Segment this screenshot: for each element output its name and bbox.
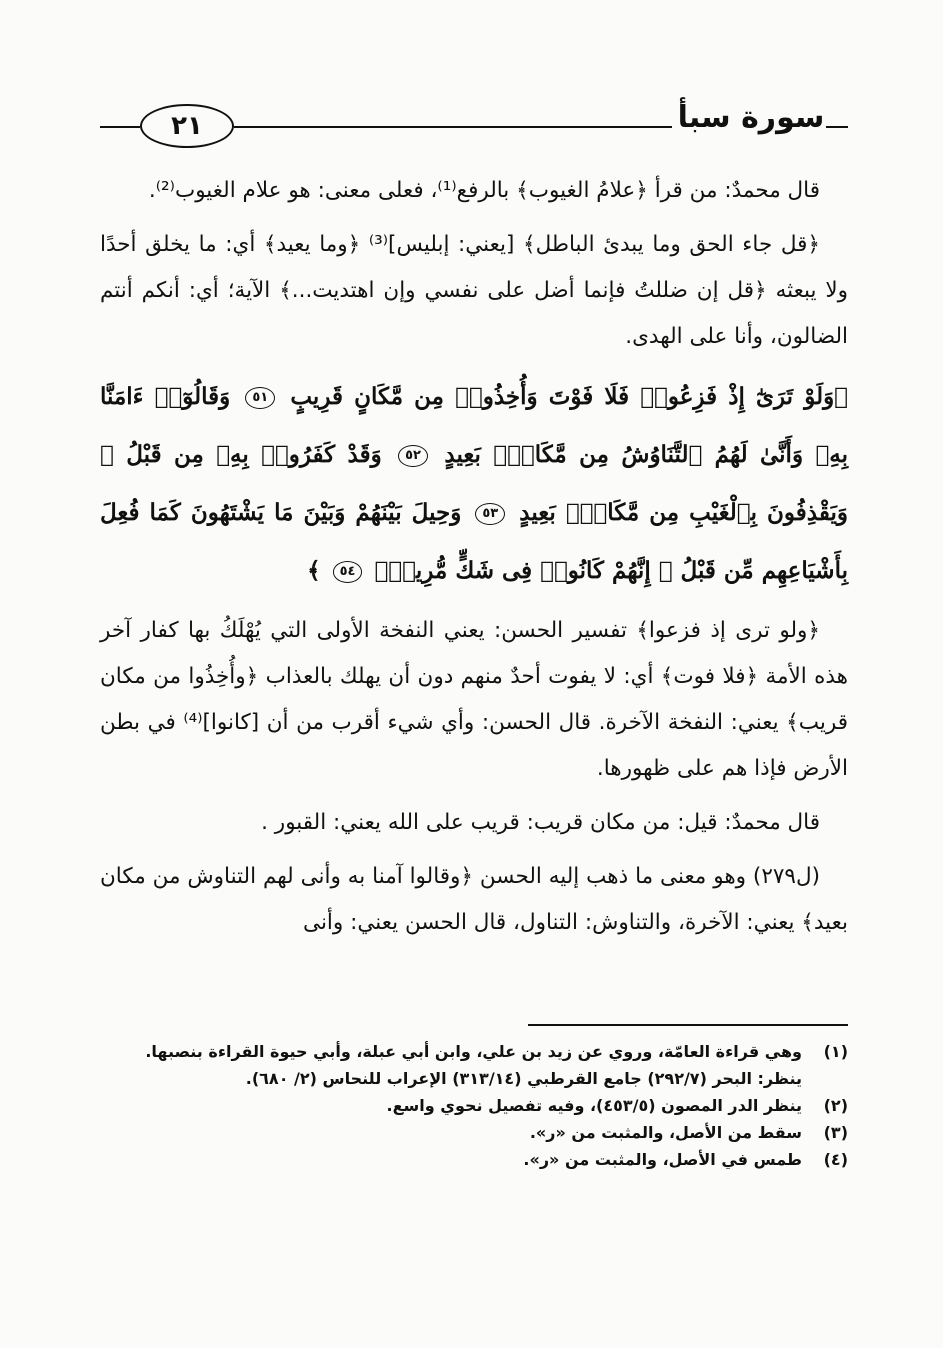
footnote [100,1038,848,1065]
footnote-number [802,1065,848,1092]
footnote-number: (٢) [823,1096,848,1115]
main-text [100,168,848,954]
aya-marker-51: ٥١ [245,387,275,409]
paragraph-4: قال محمدٌ: قيل: من مكان قريب: قريب على الله يعني: القبور . [261,810,820,835]
footnote-number: (١) [823,1042,848,1061]
footnote-text: ينظر: البحر (٢٩٢/٧) جامع القرطبي (٣١٣/١٤) الإعراب للنحاس (٢/ ٦٨٠). [245,1069,802,1088]
page-header [100,96,848,156]
quran-verse-53: وَقَدْ كَفَرُوا۟ بِهِۦ مِن قَبْلُ ۖ وَيَقْذِفُونَ بِٱلْغَيْبِ مِن مَّكَانٍۭ بَعِيدٍ [100,441,848,526]
footnote-text: سقط من الأصل، والمثبت من «ر». [529,1123,802,1142]
footnote [100,1092,848,1119]
quran-verses [100,368,848,600]
footnote-text: طمس في الأصل، والمثبت من «ر». [523,1150,802,1169]
header-rule-left [100,126,140,128]
surah-title: سورة سبأ [677,100,825,135]
aya-marker-52: ٥٢ [398,445,428,467]
footnote-number: (٣) [823,1123,848,1142]
footnote [100,1119,848,1146]
paragraph-2: ﴿قل جاء الحق وما يبدئ الباطل﴾ [يعني: إبليس]⁽³⁾ ﴿وما يعيد﴾ أي: ما يخلق أحدًا ولا يبعثه ﴿قل إن ضللتُ فإنما أضل على نفسي وإن اهتديت...﴾ الآية؛ أي: أنكم أنتم الضالون، وأنا على الهدى. [100,232,848,349]
footnote [100,1146,848,1173]
quran-verse-54: وَحِيلَ بَيْنَهُمْ وَبَيْنَ مَا يَشْتَهُونَ كَمَا فُعِلَ بِأَشْيَاعِهِم مِّن قَبْلُ ۚ إِنَّهُمْ كَانُوا۟ فِى شَكٍّ مُّرِيبٍۭ [100,499,848,584]
footnote-text: وهي قراءة العامّة، وروي عن زيد بن علي، وابن أبي عبلة، وأبي حيوة القراءة بنصبها. [145,1042,802,1061]
header-rule-middle [234,126,672,128]
quran-verse-51: ﴿وَلَوْ تَرَىٰٓ إِذْ فَزِعُوا۟ فَلَا فَوْتَ وَأُخِذُوا۟ مِن مَّكَانٍ قَرِيبٍ [290,383,848,410]
paragraph-1: قال محمدٌ: من قرأ ﴿علامُ الغيوب﴾ بالرفع⁽¹⁾، فعلى معنى: هو علام الغيوب⁽²⁾. [148,178,820,203]
paragraph-3: ﴿ولو ترى إذ فزعوا﴾ تفسير الحسن: يعني النفخة الأولى التي يُهْلَكُ بها كفار آخر هذه الأمة ﴿فلا فوت﴾ أي: لا يفوت أحدٌ منهم دون أن يهلك بالعذاب ﴿وأُخِذُوا من مكان قريب﴾ يعني: النفخة الآخرة. قال الحسن: وأي شيء أقرب من أن [كانوا]⁽⁴⁾ في بطن الأرض فإذا هم على ظهورها. [100,618,848,781]
footnote-number: (٤) [823,1150,848,1169]
footnote [100,1065,848,1092]
footnote-separator [528,1024,848,1026]
quran-verse-52: وَقَالُوٓا۟ ءَامَنَّا بِهِۦ وَأَنَّىٰ لَهُمُ ٱلتَّنَاوُشُ مِن مَّكَانٍۭ بَعِيدٍ [100,383,848,468]
footnotes [100,1038,848,1173]
footnote-text: ينظر الدر المصون (٤٥٣/٥)، وفيه تفصيل نحوي واسع. [386,1096,802,1115]
page-number: ٢١ [140,104,234,148]
aya-marker-54: ٥٤ [333,561,363,583]
quran-close-bracket: ﴾ [307,557,321,584]
header-rule-right [826,126,848,128]
paragraph-5: (ل٢٧٩) وهو معنى ما ذهب إليه الحسن ﴿وقالوا آمنا به وأنى لهم التناوش من مكان بعيد﴾ يعني: الآخرة، والتناوش: التناول، قال الحسن يعني: وأنى [100,864,848,935]
aya-marker-53: ٥٣ [475,503,505,525]
